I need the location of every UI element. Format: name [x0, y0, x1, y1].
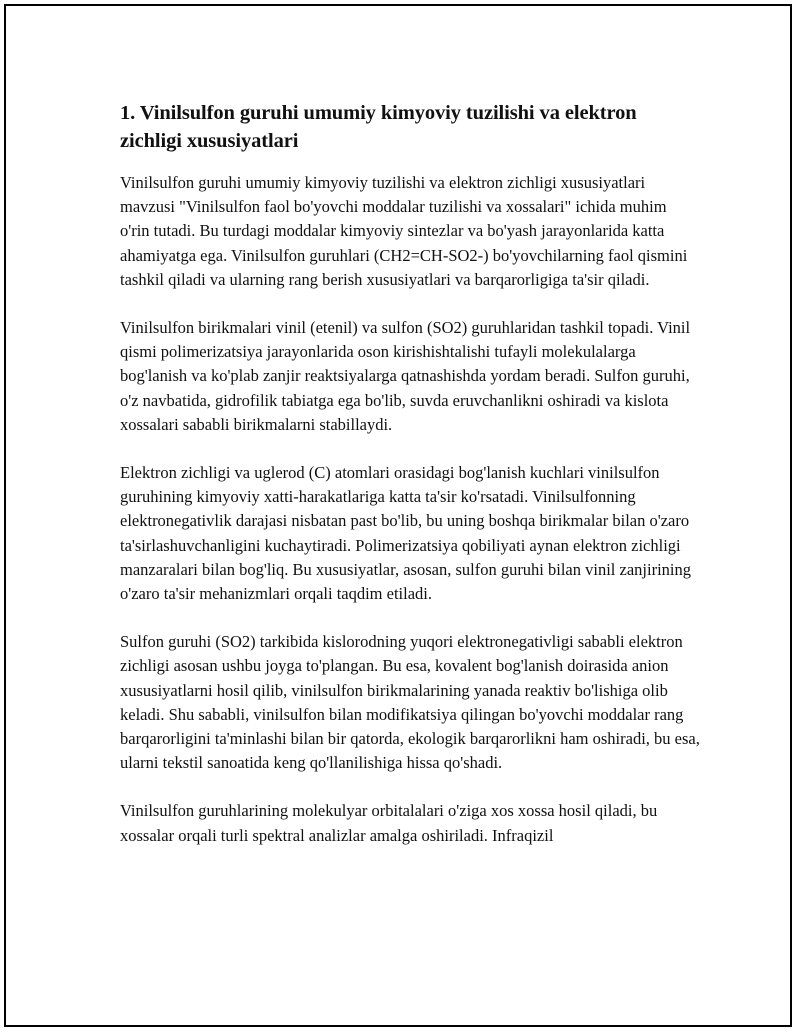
paragraph-3: Elektron zichligi va uglerod (C) atomlari orasidagi bog'lanish kuchlari vinilsulfon guruhining kimyoviy xatti-harakatlariga katta ta'sir ko'rsatadi. Vinilsulfonning elektronegativlik darajasi nisbatan past bo'lib, bu uning boshqa birikmalar bilan o'zaro ta'sirlashuvchanligini kuchaytiradi. Polimerizatsiya qobiliyati aynan elektron zichligi manzaralari bilan bog'liq. Bu xususiyatlar, asosan, sulfon guruhi bilan vinil zanjirining o'zaro ta'sir mehanizmlari orqali taqdim etiladi. [120, 463, 691, 604]
paragraph-1: Vinilsulfon guruhi umumiy kimyoviy tuzilishi va elektron zichligi xususiyatlari mavzusi "Vinilsulfon faol bo'yovchi moddalar tuzilishi va xossalari" ichida muhim o'rin tutadi. Bu turdagi moddalar kimyoviy sintezlar va bo'yash jarayonlarida katta ahamiyatga ega. Vinilsulfon guruhlari (CH2=CH-SO2-) bo'yovchilarning faol qismini tashkil qiladi va ularning rang berish xususiyatlari va barqarorligiga ta'sir qiladi. [120, 173, 688, 289]
paragraph-4: Sulfon guruhi (SO2) tarkibida kislorodning yuqori elektronegativligi sababli elektron zichligi asosan ushbu joyga to'plangan. Bu esa, kovalent bog'lanish doirasida anion xususiyatlarni hosil qilib, vinilsulfon birikmalarining yanada reaktiv bo'lishiga olib keladi. Shu sababli, vinilsulfon bilan modifikatsiya qilingan bo'yovchi moddalar rang barqarorligini ta'minlashi bilan bir qatorda, ekologik barqarorlikni ham oshiradi, bu esa, ularni tekstil sanoatida keng qo'llanilishiga hissa qo'shadi. [120, 632, 700, 773]
paragraph-5: Vinilsulfon guruhlarining molekulyar orbitalalari o'ziga xos xossa hosil qiladi, bu xossalar orqali turli spektral analizlar amalga oshiriladi. Infraqizil [120, 801, 658, 845]
section-heading: 1. Vinilsulfon guruhi umumiy kimyoviy tuzilishi va elektron zichligi xususiyatlari [120, 102, 637, 152]
paragraph-2: Vinilsulfon birikmalari vinil (etenil) va sulfon (SO2) guruhlaridan tashkil topadi. Vinil qismi polimerizatsiya jarayonlarida oson kirishishtalishi tufayli molekulalarga bog'lanish va ko'plab zanjir reaktsiyalarga qatnashishda yordam beradi. Sulfon guruhi, o'z navbatida, gidrofilik tabiatga ega bo'lib, suvda eruvchanlikni oshiradi va kislota xossalari sababli birikmalarni stabillaydi. [120, 318, 691, 434]
document-body [120, 99, 700, 872]
document-page [4, 4, 792, 1027]
